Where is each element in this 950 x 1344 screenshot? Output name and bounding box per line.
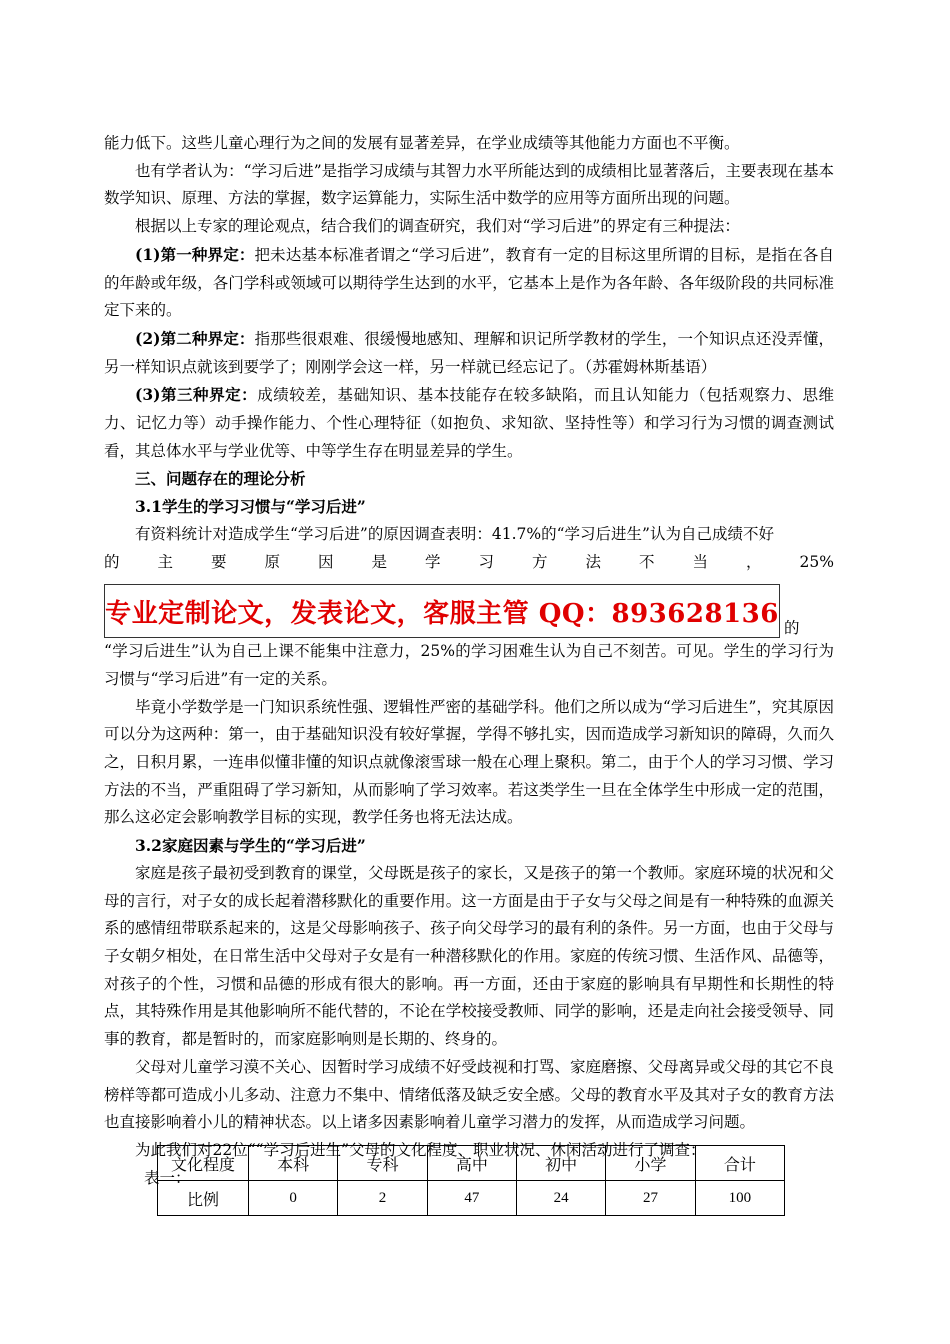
table-header-cell: 专科 xyxy=(338,1146,427,1181)
paragraph: “学习后进生”认为自己上课不能集中注意力，25%的学习困难生认为自己不刻苦。可见。学生的学习行为习惯与“学习后进”有一定的关系。 xyxy=(104,642,834,688)
table-cell: 0 xyxy=(249,1181,338,1216)
definition-text: 指那些很艰难、很缓慢地感知、理解和识记所学教材的学生，一个知识点还没弄懂，另一样知识点就该到要学了；刚刚学会这一样，另一样就已经忘记了。（苏霍姆林斯基语） xyxy=(104,329,834,376)
spread-word: 是 xyxy=(371,552,388,571)
spread-word: 不 xyxy=(639,552,655,571)
paragraph: 有资料统计对造成学生“学习后进”的原因调查表明：41.7%的“学习后进生”认为自己成绩不好 xyxy=(135,524,774,543)
ad-tail-text: 的 xyxy=(784,619,800,638)
definition-label: (1)第一种界定： xyxy=(135,244,255,264)
spread-word: 原 xyxy=(264,552,281,571)
definition-label: (3)第三种界定： xyxy=(135,385,258,405)
paragraph: 能力低下。这些儿童心理行为之间的发展有显著差异，在学业成绩等其他能力方面也不平衡。 xyxy=(104,134,740,152)
paragraph: 也有学者认为：“学习后进”是指学习成绩与其智力水平所能达到的成绩相比显著落后，主要表现在基本数学知识、原理、方法的掌握，数字运算能力，实际生活中数学的应用等方面所出现的问题。 xyxy=(104,161,834,208)
table-label: 表一： xyxy=(144,1168,191,1187)
spread-word: 主 xyxy=(157,552,174,571)
document-body xyxy=(104,130,834,1192)
table-header-cell: 合计 xyxy=(695,1146,784,1181)
spread-line xyxy=(104,549,834,577)
spread-word: 法 xyxy=(585,552,602,571)
subsection-heading: 3.1学生的学习习惯与“学习后进” xyxy=(135,497,366,517)
definition-label: (2)第二种界定： xyxy=(135,328,255,348)
paragraph: 毕竟小学数学是一门知识系统性强、逻辑性严密的基础学科。他们之所以成为“学习后进生”，究其原因可以分为这两种：第一，由于基础知识没有较好掌握，学得不够扎实，因而造成学习新知识的障碍，久而久之，日积月累，一连串似懂非懂的知识点就像滚雪球一般在心理上聚积。第二，由于个人的学习习惯、学习方法的不当，严重阻碍了学习新知，从而影响了学习效率。若这类学生一旦在全体学生中形成一定的范围，那么这必定会影响教学目标的实现，教学任务也将无法达成。 xyxy=(104,697,834,827)
table-header-cell: 高中 xyxy=(427,1146,516,1181)
definition-text: 成绩较差，基础知识、基本技能存在较多缺陷，而且认知能力（包括观察力、思维力、记忆力等）动手操作能力、个性心理特征（如抱负、求知欲、坚持性等）和学习行为习惯的调查测试看，其总体水平与学业优等、中等学生存在明显差异的学生。 xyxy=(104,386,834,460)
paragraph: 为此我们对22位““学习后进生”父母的文化程度、职业状况、休闲活动进行了调查： xyxy=(135,1140,706,1159)
spread-word: 25% xyxy=(799,552,834,571)
table-header-row xyxy=(158,1146,785,1181)
table-cell: 47 xyxy=(427,1181,516,1216)
paragraph: 父母对儿童学习漠不关心、因暂时学习成绩不好受歧视和打骂、家庭磨擦、父母离异或父母的其它不良榜样等都可造成小儿多动、注意力不集中、情绪低落及缺乏安全感。父母的教育水平及其对子女的教育方法也直接影响着小儿的精神状态。以上诸多因素影响着儿童学习潜力的发挥，从而造成学习问题。 xyxy=(104,1057,834,1132)
table-header-cell: 本科 xyxy=(249,1146,338,1181)
ad-row xyxy=(104,578,834,638)
table-cell: 100 xyxy=(695,1181,784,1216)
spread-word: 的 xyxy=(104,552,120,571)
table-header-cell: 文化程度 xyxy=(158,1146,249,1181)
section-heading: 三、问题存在的理论分析 xyxy=(135,469,306,489)
spread-word: 学 xyxy=(425,552,441,571)
spread-word: 方 xyxy=(532,552,548,571)
paragraph: 家庭是孩子最初受到教育的课堂，父母既是孩子的家长，又是孩子的第一个教师。家庭环境的状况和父母的言行，对子女的成长起着潜移默化的重要作用。这一方面是由于子女与父母之间是有一种特殊的血源关系的感情纽带联系起来的，这是父母影响孩子、孩子向父母学习的最有利的条件。另一方面，也由于父母与子女朝夕相处，在日常生活中父母对子女是有一种潜移默化的作用。家庭的传统习惯、生活作风、品德等，对孩子的个性，习惯和品德的形成有很大的影响。再一方面，还由于家庭的影响具有早期性和长期性的特点，其特殊作用是其他影响所不能代替的，不论在学校接受教师、同学的影响，还是走向社会接受领导、同事的教育，都是暂时的，而家庭影响则是长期的、终身的。 xyxy=(104,863,834,1049)
definition-1 xyxy=(104,241,834,325)
spread-word: 因 xyxy=(318,552,334,571)
ad-banner: 专业定制论文，发表论文，客服主管 QQ：893628136 xyxy=(104,584,780,638)
table-header-cell: 小学 xyxy=(606,1146,695,1181)
definition-3 xyxy=(104,381,834,465)
spread-word: 当 xyxy=(692,552,709,571)
paragraph: 根据以上专家的理论观点，结合我们的调查研究，我们对“学习后进”的界定有三种提法： xyxy=(135,217,740,236)
table-cell: 27 xyxy=(606,1181,695,1216)
definition-text: 把未达基本标准者谓之“学习后进”，教育有一定的目标这里所谓的目标，是指在各自的年龄或年级，各门学科或领域可以期待学生达到的水平，它基本上是作为各年龄、各年级阶段的共同标准定下来的。 xyxy=(104,245,835,320)
spread-word: ， xyxy=(746,552,762,571)
spread-word: 习 xyxy=(478,552,495,571)
subsection-heading: 3.2家庭因素与学生的“学习后进” xyxy=(135,836,366,856)
table-cell: 24 xyxy=(516,1181,605,1216)
definition-2 xyxy=(104,325,834,381)
spread-word: 要 xyxy=(211,552,227,571)
education-table xyxy=(157,1145,785,1216)
table-row xyxy=(158,1181,785,1216)
table-cell: 比例 xyxy=(158,1181,249,1216)
table-cell: 2 xyxy=(338,1181,427,1216)
table-header-cell: 初中 xyxy=(516,1146,605,1181)
